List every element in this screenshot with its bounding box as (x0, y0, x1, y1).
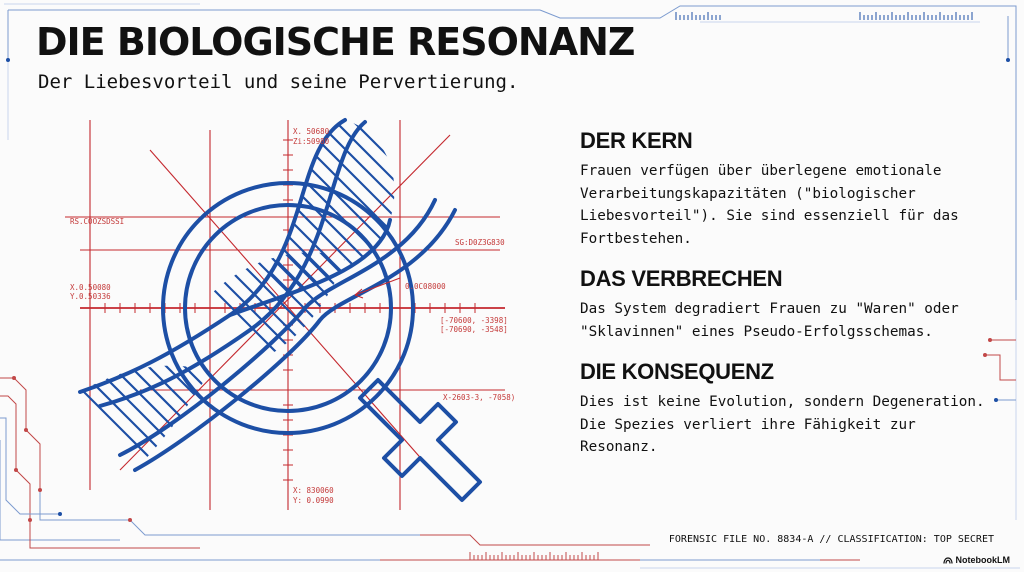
section-heading: DER KERN (580, 128, 693, 153)
figure-label-right-4: X-2603-3, -7058) (443, 393, 516, 402)
figure-label-top-2: Zi:50980 (293, 137, 330, 146)
brand-watermark (943, 555, 1011, 565)
figure-label-bottom-1: X: 830060 (293, 486, 334, 495)
page-subtitle: Der Liebesvorteil und seine Pervertierung. (38, 71, 519, 93)
figure-label-center-1: 0.0C08000 (405, 282, 446, 291)
figure-label-right-1: SG:D0Z3G830 (455, 238, 505, 247)
section-heading: DAS VERBRECHEN (580, 266, 783, 291)
figure-label-right-2: [-70600, -3398] (440, 316, 508, 325)
page-title: DIE BIOLOGISCHE RESONANZ (36, 20, 635, 64)
dna-female-symbol-figure (60, 110, 530, 522)
section-body: Dies ist keine Evolution, sondern Degeneration. Die Spezies verliert ihre Fähigkeit zur Resonanz. (580, 394, 985, 455)
figure-label-left-2: X.0.50080 (70, 283, 111, 292)
brand-name: NotebookLM (955, 555, 1010, 565)
content-sections (580, 128, 1000, 475)
crosshair-grid (65, 120, 505, 510)
figure-label-bottom-2: Y: 0.0990 (293, 496, 334, 505)
section-verbrechen (580, 266, 1000, 343)
figure-label-left-3: Y.0.50336 (70, 292, 111, 301)
figure-label-right-3: [-70690, -3548] (440, 325, 508, 334)
figure-label-left-1: RS.COOZSDSSI (70, 217, 125, 226)
section-kern (580, 128, 1000, 250)
classification-footer: FORENSIC FILE NO. 8834-A // CLASSIFICATION: TOP SECRET (668, 534, 994, 545)
figure-label-top-1: X. 50680 (293, 127, 330, 136)
section-konsequenz (580, 359, 1000, 459)
section-body: Frauen verfügen über überlegene emotionale Verarbeitungskapazitäten ("biologischer Liebesvorteil"). Sie sind essenziell für das Fortbestehen. (580, 163, 959, 247)
notebooklm-logo-icon (943, 557, 953, 564)
section-body: Das System degradiert Frauen zu "Waren" oder "Sklavinnen" eines Pseudo-Erfolgsschemas. (580, 301, 959, 340)
section-heading: DIE KONSEQUENZ (580, 359, 774, 384)
dna-strands (80, 120, 455, 470)
